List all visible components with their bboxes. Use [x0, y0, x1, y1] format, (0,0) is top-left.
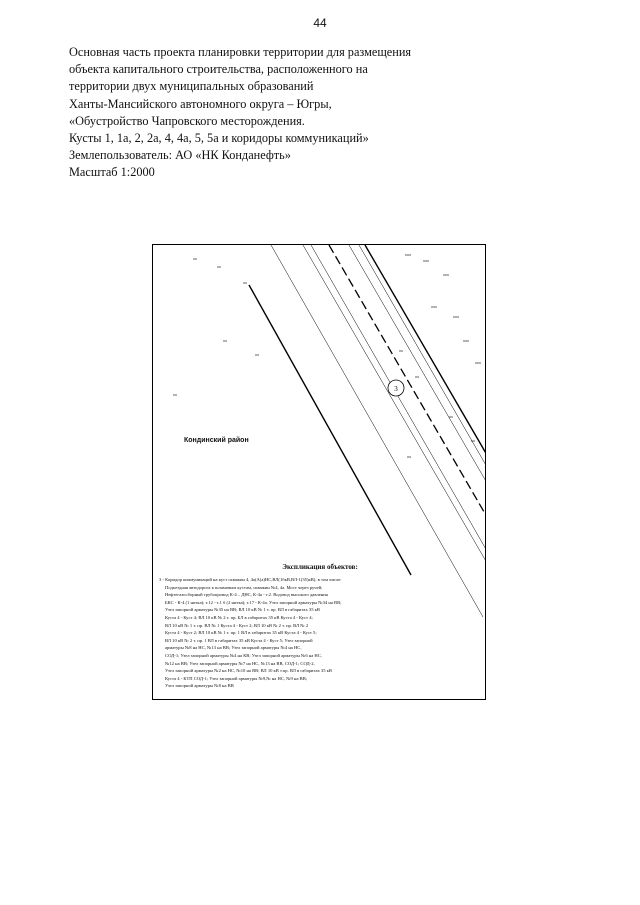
legend-item: №12 на ВВ; Узел запорной арматуры №7 на НС, №13 на ВВ, СОД-1; СОД-2, [165, 660, 315, 666]
legend-item: Куста 4 - КТП СОД-1; Узел запорной арматуры №9,№ на НС, №9 на ВВ; [165, 675, 308, 681]
header-line: «Обустройство Чапровского месторождения. [69, 113, 305, 128]
corridor-line [311, 245, 486, 551]
legend-list [159, 576, 409, 690]
legend-item: Узел запорной арматуры №35 на ВВ; ВЛ 10 кВ № 1 т. пр. ВЛ в габаритах 35 кВ [165, 607, 320, 613]
object-marker-label: 3 [394, 385, 398, 393]
legend-item: арматуры №8 на НС, №13 на ВВ; Узел запорной арматуры №4 на НС, [165, 645, 302, 651]
legend-item: Узел запорной арматуры №8 на ВВ [165, 683, 234, 689]
legend-item: ВЛ 10 кВ № 1 т. пр. ВЛ № 1 Куста 4 - Куст 2; ВЛ 10 кВ № 2 т. пр. ВЛ № 2 [165, 622, 309, 628]
header-line: Ханты-Мансийского автономного округа – Югры, [69, 96, 332, 111]
legend-item: Узел запорной арматуры №2 на НС, №10 на ВВ; ВЛ 10 кВ т.пр. ВЛ в габаритах 35 кВ [165, 668, 332, 674]
district-label: Кондинский район [184, 437, 249, 444]
document-header [69, 44, 449, 182]
legend-item: Нефтегазосборный трубопровод К-4 – ДНС, К-4а - т.2. Водовод высокого давления [165, 592, 328, 598]
header-line: территории двух муниципальных образований [69, 79, 314, 94]
legend-item: БКС - К-4 (1 нитка); т.12 - т.1 б (2 нитка); т.17 - К-4а. Узел запорной арматуры №34 на ВВ; [165, 599, 342, 605]
page-number: 44 [313, 16, 327, 30]
road-centerline [329, 245, 486, 517]
header-line: Землепользователь: АО «НК Конданефть» [69, 148, 291, 163]
legend-title: Экспликация объектов: [282, 563, 358, 571]
boundary-line [249, 285, 411, 575]
header-line: Основная часть проекта планировки территории для размещения [69, 45, 412, 59]
boundary-line [365, 245, 486, 455]
legend-item: СОД-1; Узел запорной арматуры №4 на КВ; Узел запорной арматуры №6 на НС, [165, 652, 322, 658]
legend-item: ВЛ 10 кВ № 2 т. пр. 1 ВЛ в габаритах 35 кВ Куста 4 - Куст 5; Узел запорной [165, 637, 313, 643]
header-line: Кусты 1, 1а, 2, 2а, 4, 4а, 5, 5а и коридоры коммуникаций» [69, 131, 369, 146]
site-plan-map [152, 244, 486, 700]
corridor-line [303, 245, 486, 563]
header-line: Масштаб 1:2000 [69, 165, 155, 180]
legend-item: Подъездная автодорога к шламовым кустам, скважин №4, 4а. Мост через ручей; [165, 584, 323, 590]
header-line: объекта капитального строительства, расположенного на [69, 62, 368, 77]
corridor-line [359, 245, 486, 467]
corridor-line [349, 245, 486, 483]
legend-item: 3 - Коридор коммуникаций на куст скважин 4, 4а(А(а)НС,ВЛ(1бкВ,ВЛ-1(35)кВ), в том числе: [159, 577, 342, 582]
legend-item: Куста 4 - Куст 2; ВЛ 10 кВ № 1 т. пр. 1 ВЛ в габаритах 35 кВ Куста 4 - Куст 5; [165, 630, 317, 636]
corridor-line [271, 245, 483, 617]
legend-item: Куста 4 - Куст 4; ВЛ 10 кВ № 2 т. пр. БЛ в габаритах 35 кВ Куста 4 - Куст 4; [165, 614, 313, 620]
